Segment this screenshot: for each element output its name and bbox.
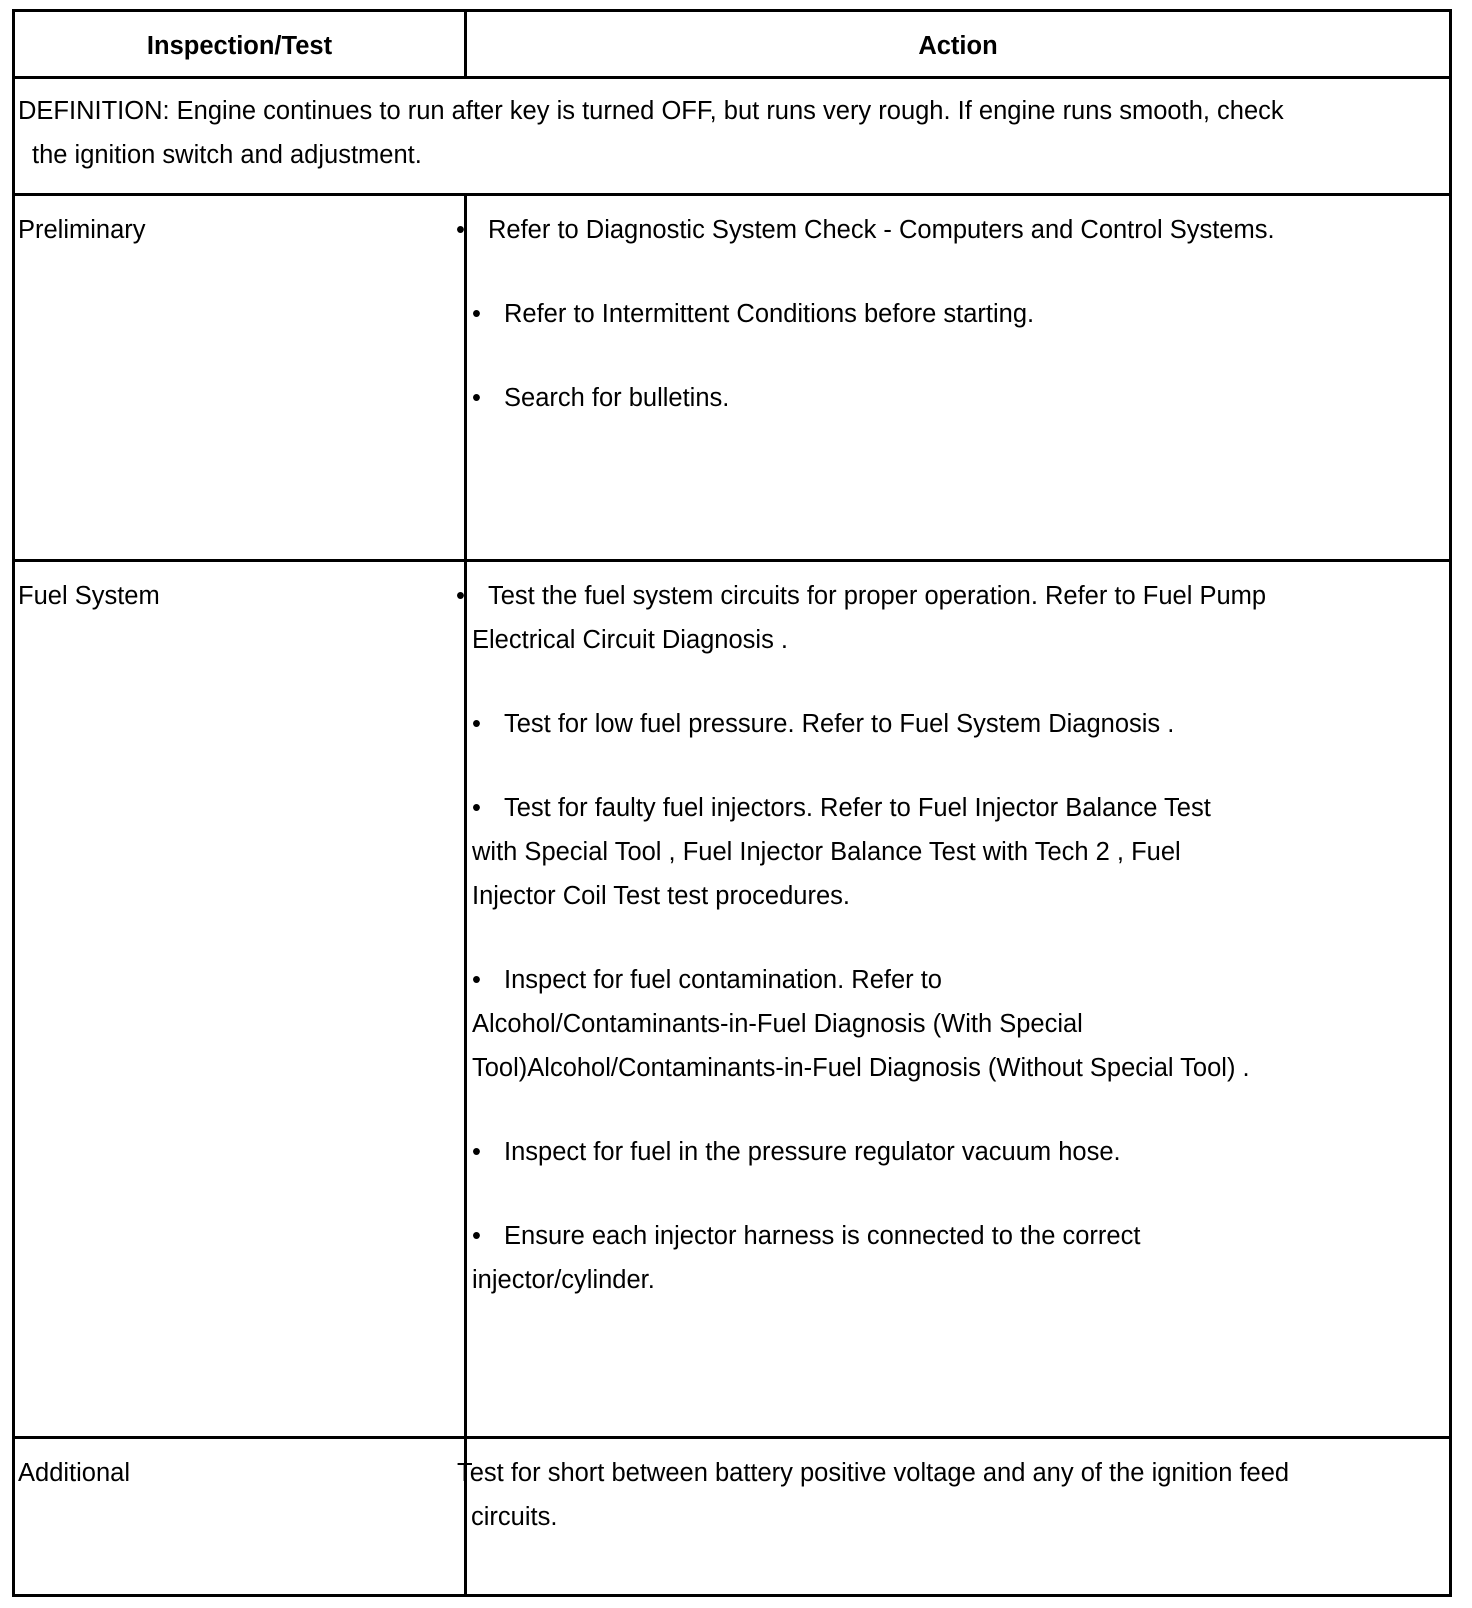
action-text: Ensure each injector harness is connected to the correct xyxy=(504,1222,1141,1250)
action-item xyxy=(456,1130,1436,1174)
bullet-icon: • xyxy=(472,710,481,738)
action-item xyxy=(456,292,1436,336)
action-item xyxy=(456,208,1436,252)
action-text: Test for short between battery positive voltage and any of the ignition feed xyxy=(457,1459,1290,1487)
bullet-icon: • xyxy=(456,216,465,244)
header-action: Action xyxy=(918,32,998,60)
bullet-icon: • xyxy=(472,794,481,822)
row-label-additional: Additional xyxy=(18,1459,130,1487)
action-text: Inspect for fuel contamination. Refer to xyxy=(504,966,942,994)
action-text: Refer to Diagnostic System Check - Computers and Control Systems. xyxy=(488,216,1275,244)
table-row-preliminary xyxy=(15,193,1449,559)
bullet-icon: • xyxy=(472,384,481,412)
bullet-icon: • xyxy=(456,582,465,610)
action-text: Test for faulty fuel injectors. Refer to Fuel Injector Balance Test xyxy=(504,794,1211,822)
row-label-fuel-system: Fuel System xyxy=(18,582,160,610)
action-text-cont: Electrical Circuit Diagnosis . xyxy=(472,626,789,654)
table-header-row xyxy=(15,12,1449,76)
action-item xyxy=(456,574,1436,662)
action-text-cont: Injector Coil Test test procedures. xyxy=(472,882,850,910)
header-inspection-test: Inspection/Test xyxy=(146,32,333,60)
bullet-icon: • xyxy=(472,300,481,328)
action-text: Test for low fuel pressure. Refer to Fuel System Diagnosis . xyxy=(504,710,1175,738)
diagnostic-table xyxy=(12,9,1452,1597)
action-item xyxy=(456,376,1436,420)
bullet-icon: • xyxy=(472,1222,481,1250)
definition-row xyxy=(15,76,1449,193)
bullet-icon: • xyxy=(472,1138,481,1166)
action-text-cont: Alcohol/Contaminants-in-Fuel Diagnosis (With Special xyxy=(472,1010,1083,1038)
bullet-icon: • xyxy=(472,966,481,994)
preliminary-actions xyxy=(456,208,1436,420)
row-label-preliminary: Preliminary xyxy=(18,216,146,244)
action-text: Search for bulletins. xyxy=(504,384,730,412)
fuel-system-actions xyxy=(456,574,1436,1302)
action-text: Inspect for fuel in the pressure regulator vacuum hose. xyxy=(504,1138,1121,1166)
table-row-fuel-system xyxy=(15,559,1449,1436)
action-text-cont: Tool)Alcohol/Contaminants-in-Fuel Diagnosis (Without Special Tool) . xyxy=(472,1054,1250,1082)
action-item xyxy=(456,702,1436,746)
action-item xyxy=(456,958,1436,1090)
action-text-cont: with Special Tool , Fuel Injector Balance Test with Tech 2 , Fuel xyxy=(472,838,1181,866)
action-item xyxy=(456,1214,1436,1302)
definition-line-1: DEFINITION: Engine continues to run after key is turned OFF, but runs very rough. If engine runs smooth, check xyxy=(18,97,1284,125)
additional-action xyxy=(457,1451,1437,1539)
table-row-additional xyxy=(15,1436,1449,1594)
action-text-cont: circuits. xyxy=(471,1503,558,1531)
definition-text xyxy=(18,89,1438,177)
action-text-cont: injector/cylinder. xyxy=(472,1266,655,1294)
action-text: Test the fuel system circuits for proper operation. Refer to Fuel Pump xyxy=(488,582,1267,610)
action-text: Refer to Intermittent Conditions before starting. xyxy=(504,300,1035,328)
action-item xyxy=(456,786,1436,918)
definition-line-2: the ignition switch and adjustment. xyxy=(32,141,422,169)
